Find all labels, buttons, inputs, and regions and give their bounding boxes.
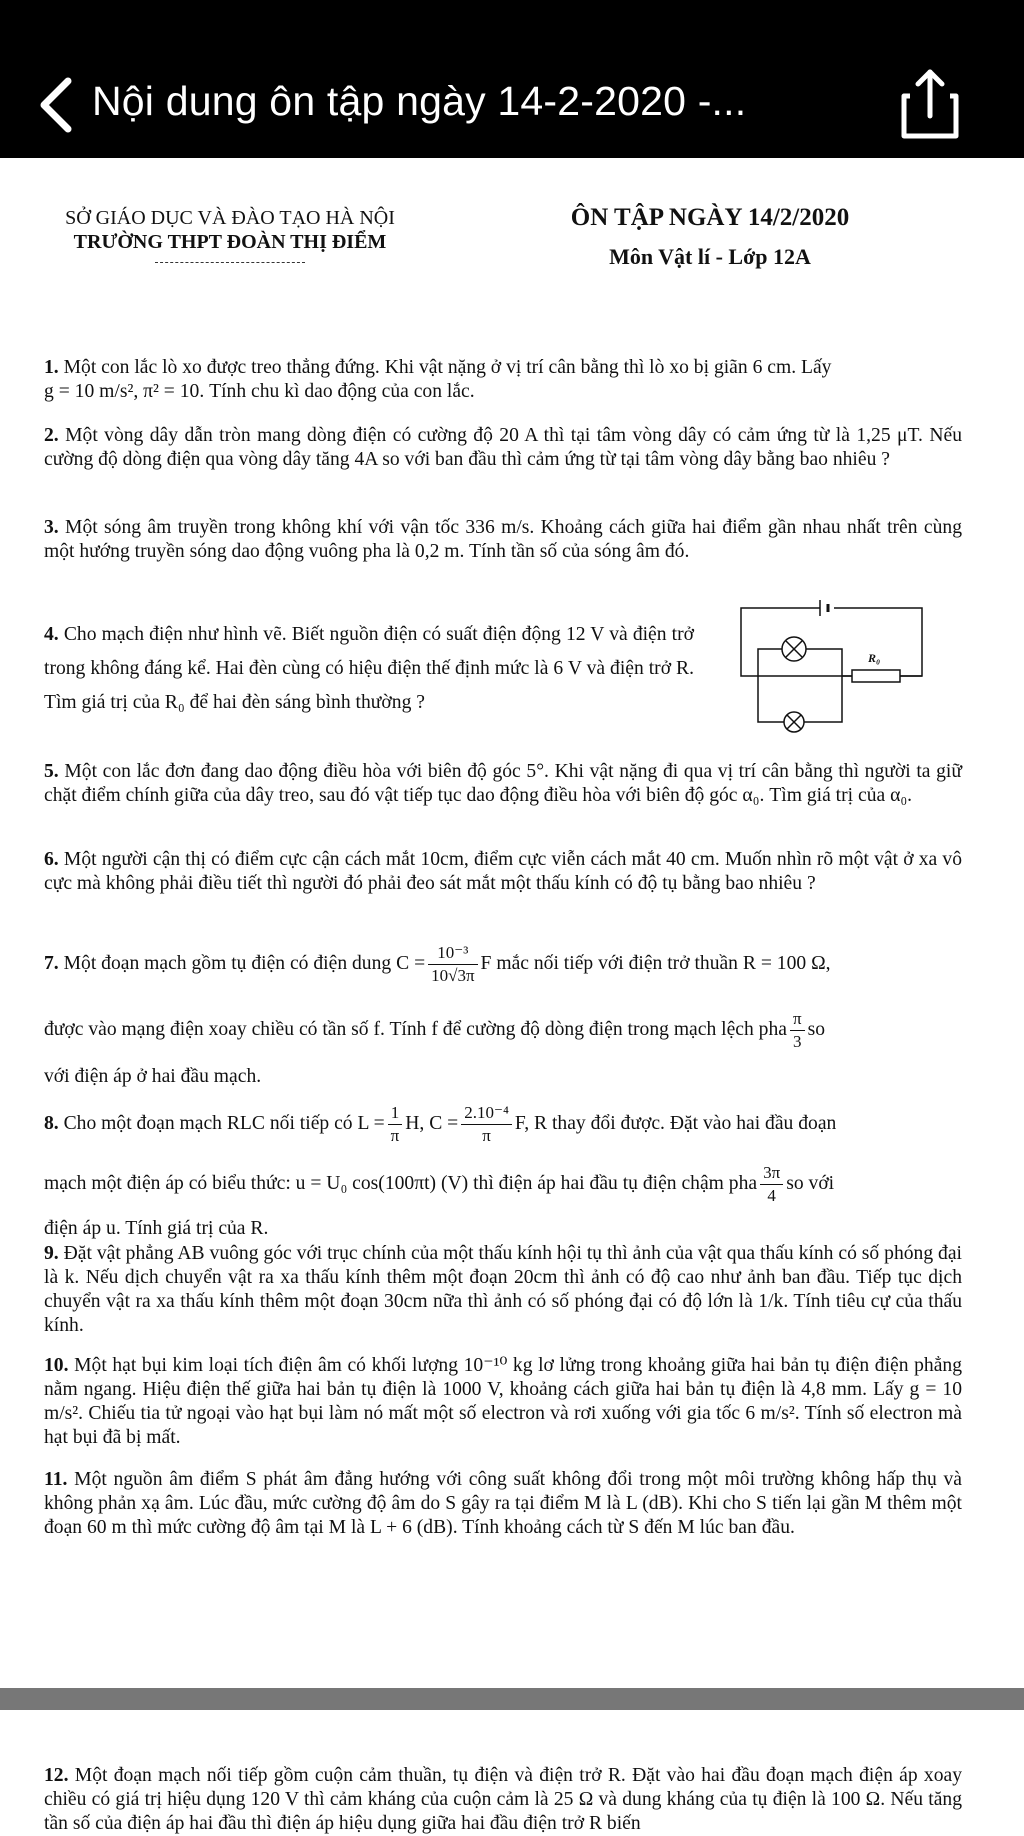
share-button[interactable] bbox=[898, 64, 962, 142]
question-text: Một đoạn mạch nối tiếp gồm cuộn cảm thuần, tụ điện và điện trở R. Đặt vào hai đầu đoạn mạch điện áp xoay chiều có giá trị hiệu dụng 120 V thì cảm kháng của cuộn cảm là 25 Ω và dung kháng của tụ điện là 100 Ω. Nếu tăng tần số của điện áp hai đầu thì điện áp hiệu dụng giữa hai đầu điện trở R biến bbox=[44, 1765, 963, 1834]
app-bar bbox=[0, 0, 1024, 158]
exam-title: ÔN TẬP NGÀY 14/2/2020 bbox=[570, 204, 850, 231]
question-1 bbox=[44, 356, 962, 404]
lamp-1-icon bbox=[782, 637, 806, 661]
question-12 bbox=[44, 1764, 962, 1836]
back-button[interactable] bbox=[26, 70, 86, 140]
question-number: 12. bbox=[44, 1765, 69, 1786]
next-page bbox=[0, 1710, 1024, 1834]
question-text: Một người cận thị có điểm cực cận cách mắt 10cm, điểm cực viễn cách mắt 40 cm. Muốn nhìn rõ một vật ở xa vô cực mà không phải điều tiết thì người đó phải đeo sát mắt một thấu kính có độ tụ bằng bao nhiêu ? bbox=[44, 849, 962, 894]
circuit-diagram bbox=[740, 600, 928, 730]
school-name: TRƯỜNG THPT ĐOÀN THỊ ĐIỂM bbox=[73, 231, 387, 253]
question-9 bbox=[44, 1242, 962, 1338]
circuit-outer-wire bbox=[741, 608, 922, 676]
question-number: 4. bbox=[44, 624, 59, 645]
question-text: Một vòng dây dẫn tròn mang dòng điện có cường độ 20 A thì tại tâm vòng dây có cảm ứng từ là 1,25 μT. Nếu cường độ dòng điện qua vòng dây tăng 4A so với ban đầu thì cảm ứng từ tại tâm vòng dây bằng bao nhiêu ? bbox=[44, 425, 962, 470]
question-number: 1. bbox=[44, 357, 59, 378]
resistor-label: R₀ bbox=[868, 651, 881, 665]
question-number: 7. bbox=[44, 953, 59, 974]
question-number: 6. bbox=[44, 849, 59, 870]
question-6 bbox=[44, 848, 962, 896]
question-number: 8. bbox=[44, 1113, 59, 1134]
lamp-2-icon bbox=[784, 712, 804, 732]
chevron-left-icon bbox=[36, 75, 76, 135]
exam-header bbox=[510, 204, 910, 270]
capacitance-fraction: $\frac{\text{10⁻³}}{10√3\pi}$ bbox=[428, 942, 477, 987]
question-text: mạch một điện áp có biểu thức: u = U₀ cos(100πt) (V) thì điện áp hai đầu tụ điện chậm pha bbox=[44, 1173, 758, 1194]
question-text: với điện áp ở hai đầu mạch. bbox=[44, 1066, 262, 1087]
inductance-fraction: $\frac{1}{\pi}$ bbox=[388, 1102, 403, 1147]
question-number: 3. bbox=[44, 517, 59, 538]
question-text: Cho mạch điện như hình vẽ. Biết nguồn điện có suất điện động 12 V và điện trở trong không đáng kể. Hai đèn cùng có hiệu điện thế định mức là 6 V và điện trở R. Tìm giá trị của R₀ để hai đèn sáng bình thường ? bbox=[44, 624, 695, 713]
exam-subject: Môn Vật lí - Lớp 12A bbox=[609, 244, 811, 269]
question-text: F, R thay đổi được. Đặt vào hai đầu đoạn bbox=[514, 1113, 837, 1134]
question-5 bbox=[44, 760, 962, 808]
question-text: Một sóng âm truyền trong không khí với vận tốc 336 m/s. Khoảng cách giữa hai điểm gần nhau nhất trên cùng một hướng truyền sóng dao động vuông pha là 0,2 m. Tính tần số của sóng âm đó. bbox=[44, 517, 962, 562]
document-page bbox=[0, 158, 1024, 1688]
question-number: 5. bbox=[44, 761, 59, 782]
question-3 bbox=[44, 516, 962, 564]
phase-fraction: $\frac{\pi}{3}$ bbox=[790, 1008, 805, 1053]
page-title: Nội dung ôn tập ngày 14-2-2020 -... bbox=[92, 78, 747, 124]
question-text: điện áp u. Tính giá trị của R. bbox=[44, 1218, 269, 1239]
department-name: SỞ GIÁO DỤC VÀ ĐÀO TẠO HÀ NỘI bbox=[65, 207, 395, 229]
capacitance-fraction: $\frac{\text{2.10⁻⁴}}{\pi}$ bbox=[461, 1102, 512, 1147]
school-header bbox=[55, 206, 405, 263]
share-icon bbox=[898, 64, 962, 142]
header-divider bbox=[155, 262, 305, 263]
question-number: 11. bbox=[44, 1469, 68, 1490]
question-text: F mắc nối tiếp với điện trở thuần R = 100 Ω, bbox=[480, 953, 831, 974]
question-10 bbox=[44, 1354, 962, 1450]
question-8 bbox=[44, 1096, 962, 1242]
question-text: Một nguồn âm điểm S phát âm đẳng hướng với công suất không đổi trong một môi trường không hấp thụ và không phản xạ âm. Lúc đầu, mức cường độ âm do S gây ra tại điểm M là L (dB). Khi cho S tiến lại gần M thêm một đoạn 60 m thì mức cường độ âm tại M là L + 6 (dB). Tính khoảng cách từ S đến M lúc ban đầu. bbox=[44, 1469, 962, 1538]
question-text: Cho một đoạn mạch RLC nối tiếp có L = bbox=[63, 1113, 385, 1134]
question-text: Một con lắc đơn đang dao động điều hòa với biên độ góc 5°. Khi vật nặng đi qua vị trí cân bằng thì người ta giữ chặt điểm chính giữa của dây treo, sau đó vật tiếp tục dao động điều hòa với biên độ góc α₀. Tìm giá trị của α₀. bbox=[44, 761, 962, 806]
question-text: Một đoạn mạch gồm tụ điện có điện dung C = bbox=[63, 953, 426, 974]
question-2 bbox=[44, 424, 962, 472]
phase-fraction: $\frac{3\pi}{4}$ bbox=[760, 1162, 783, 1207]
question-text: H, C = bbox=[405, 1113, 459, 1134]
page-divider bbox=[0, 1688, 1024, 1710]
question-number: 10. bbox=[44, 1355, 69, 1376]
question-7 bbox=[44, 936, 962, 1090]
question-text-line2: g = 10 m/s², π² = 10. Tính chu kì dao động của con lắc. bbox=[44, 381, 475, 402]
question-4 bbox=[44, 618, 694, 720]
question-text: so với bbox=[786, 1173, 835, 1194]
question-text: được vào mạng điện xoay chiều có tần số f. Tính f để cường độ dòng điện trong mạch lệch pha bbox=[44, 1019, 787, 1040]
resistor-r0 bbox=[852, 670, 900, 682]
question-number: 9. bbox=[44, 1243, 59, 1264]
question-text: Đặt vật phẳng AB vuông góc với trục chính của một thấu kính hội tụ thì ảnh của vật qua thấu kính có số phóng đại là k. Nếu dịch chuyển vật ra xa thấu kính thêm một đoạn 20cm thì ảnh có độ cao như ảnh ban đầu. Tiếp tục dịch chuyển vật ra xa thấu kính thêm một đoạn 30cm nữa thì ảnh có số phóng đại có độ lớn là 1/k. Tính tiêu cự của thấu kính. bbox=[44, 1243, 962, 1336]
question-number: 2. bbox=[44, 425, 59, 446]
question-text: so bbox=[807, 1019, 825, 1040]
question-11 bbox=[44, 1468, 962, 1540]
question-text: Một hạt bụi kim loại tích điện âm có khối lượng 10⁻¹⁰ kg lơ lửng trong khoảng giữa hai bản tụ điện điện phẳng nằm ngang. Hiệu điện thế giữa hai bản tụ điện là 1000 V, khoảng cách giữa hai bản tụ điện là 4,8 mm. Lấy g = 10 m/s². Chiếu tia tử ngoại vào hạt bụi làm nó mất một số electron và rơi xuống với gia tốc 6 m/s². Tính số electron mà hạt bụi đã bị mất. bbox=[44, 1355, 962, 1448]
question-text: Một con lắc lò xo được treo thẳng đứng. Khi vật nặng ở vị trí cân bằng thì lò xo bị giãn 6 cm. Lấy bbox=[63, 357, 832, 378]
